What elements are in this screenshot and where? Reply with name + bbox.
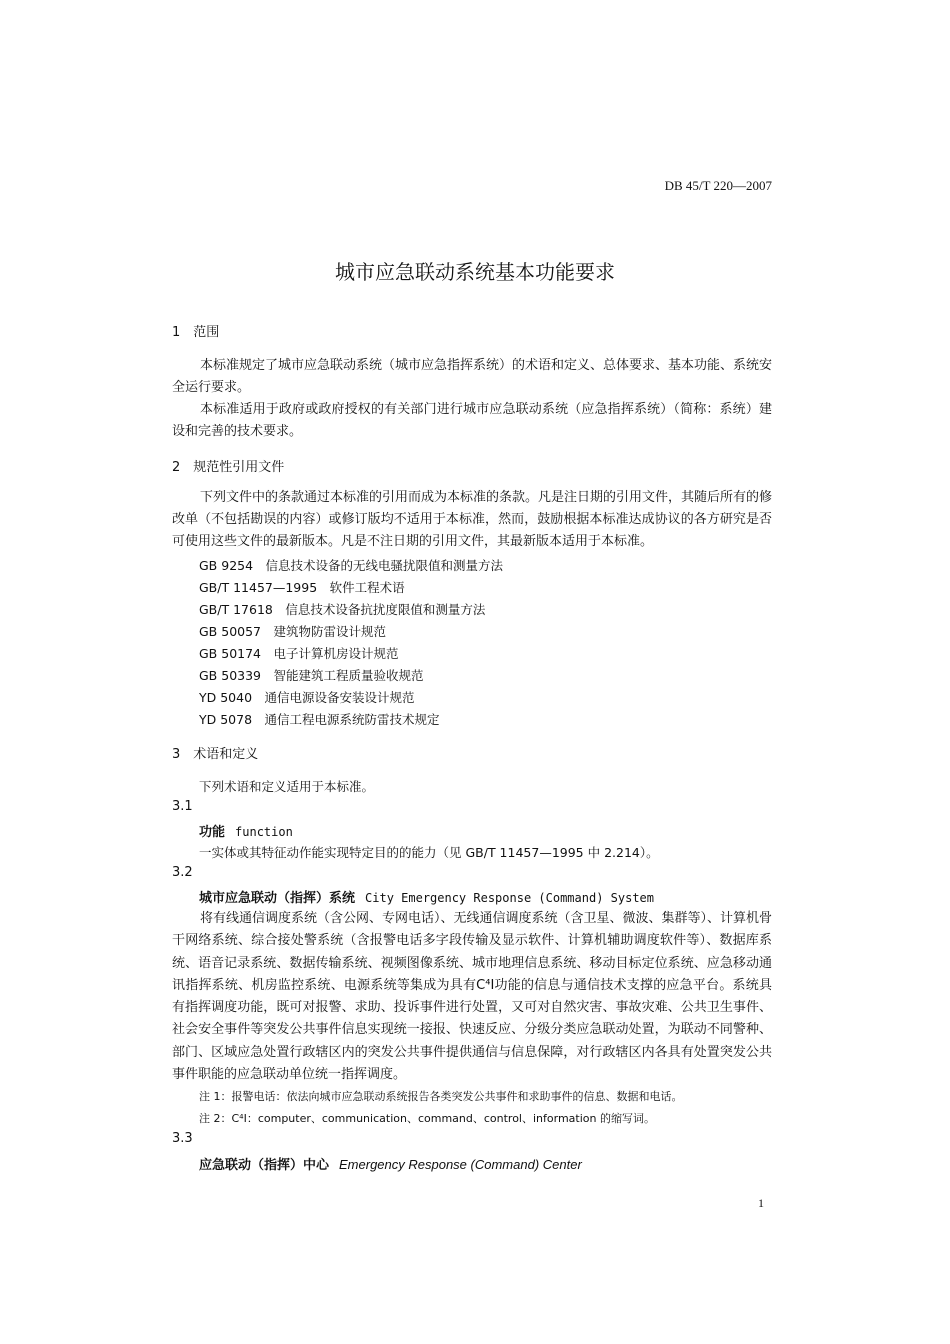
term-3-2-en: City Emergency Response (Command) System xyxy=(365,891,654,905)
term-3-2-body xyxy=(172,908,772,1086)
section-2-body xyxy=(172,487,772,553)
reference-item: YD 5078 通信工程电源系统防雷技术规定 xyxy=(199,712,440,727)
term-3-2-cn: 城市应急联动（指挥）系统 xyxy=(199,891,356,906)
reference-item: GB/T 17618 信息技术设备抗扰度限值和测量方法 xyxy=(199,602,486,617)
section-1-paragraph-1: 本标准规定了城市应急联动系统（城市应急指挥系统）的术语和定义、总体要求、基本功能、系统安全运行要求。 xyxy=(172,358,773,395)
page-number: 1 xyxy=(758,1196,764,1210)
term-3-1-cn: 功能 xyxy=(199,825,226,840)
reference-item: YD 5040 通信电源设备安装设计规范 xyxy=(199,690,415,705)
term-3-3-number: 3.3 xyxy=(172,1131,193,1146)
term-3-1-number: 3.1 xyxy=(172,799,193,814)
term-3-2-note-1: 注 1：报警电话：依法向城市应急联动系统报告各类突发公共事件和求助事件的信息、数据和电话。 xyxy=(199,1090,683,1103)
term-3-3-en: Emergency Response (Command) Center xyxy=(339,1157,582,1172)
section-1-heading: 1 范围 xyxy=(172,325,220,340)
term-3-2-number: 3.2 xyxy=(172,865,193,880)
document-code: DB 45/T 220—2007 xyxy=(664,178,772,193)
reference-item: GB 50339 智能建筑工程质量验收规范 xyxy=(199,668,424,683)
reference-item: GB 50057 建筑物防雷设计规范 xyxy=(199,624,386,639)
section-2-heading: 2 规范性引用文件 xyxy=(172,460,285,475)
term-3-1-en: function xyxy=(235,825,293,839)
term-3-3-title xyxy=(199,1154,582,1173)
term-3-2-definition: 将有线通信调度系统（含公网、专网电话）、无线通信调度系统（含卫星、微波、集群等）、计算机骨干网络系统、综合接处警系统（含报警电话多字段传输及显示软件、计算机辅助调度软件等）、数据库系统、语音记录系统、数据传输系统、视频图像系统、城市地理信息系统、移动目标定位系统、应急移动通讯指挥系统、机房监控系统、电源系统等集成为具有C⁴I功能的信息与通信技术支撑的应急平台。系统具有指挥调度功能，既可对报警、求助、投诉事件进行处置，又可对自然灾害、事故灾难、公共卫生事件、社会安全事件等突发公共事件信息实现统一接报、快速反应、分级分类应急联动处置，为联动不同警种、部门、区域应急处置行政辖区内的突发公共事件提供通信与信息保障，对行政辖区内各具有处置突发公共事件职能的应急联动单位统一指挥调度。 xyxy=(172,911,773,1083)
reference-item: GB 9254 信息技术设备的无线电骚扰限值和测量方法 xyxy=(199,558,504,573)
reference-item: GB/T 11457—1995 软件工程术语 xyxy=(199,580,405,595)
term-3-2-title xyxy=(199,887,654,906)
section-3-intro: 下列术语和定义适用于本标准。 xyxy=(199,779,375,794)
section-1-body xyxy=(172,355,772,443)
term-3-2-note-2: 注 2：C⁴I：computer、communication、command、control、information 的缩写词。 xyxy=(199,1112,655,1125)
section-1-paragraph-2: 本标准适用于政府或政府授权的有关部门进行城市应急联动系统（应急指挥系统）（简称：系统）建设和完善的技术要求。 xyxy=(172,402,772,439)
reference-item: GB 50174 电子计算机房设计规范 xyxy=(199,646,399,661)
term-3-3-cn: 应急联动（指挥）中心 xyxy=(199,1158,330,1173)
document-title: 城市应急联动系统基本功能要求 xyxy=(335,260,615,284)
term-3-1-definition: 一实体或其特征动作能实现特定目的的能力（见 GB/T 11457—1995 中 2.214）。 xyxy=(199,845,659,860)
section-3-heading: 3 术语和定义 xyxy=(172,747,259,762)
term-3-1-title xyxy=(199,821,293,840)
section-2-paragraph-1: 下列文件中的条款通过本标准的引用而成为本标准的条款。凡是注日期的引用文件，其随后所有的修改单（不包括勘误的内容）或修订版均不适用于本标准，然而，鼓励根据本标准达成协议的各方研究是否可使用这些文件的最新版本。凡是不注日期的引用文件，其最新版本适用于本标准。 xyxy=(172,490,773,549)
